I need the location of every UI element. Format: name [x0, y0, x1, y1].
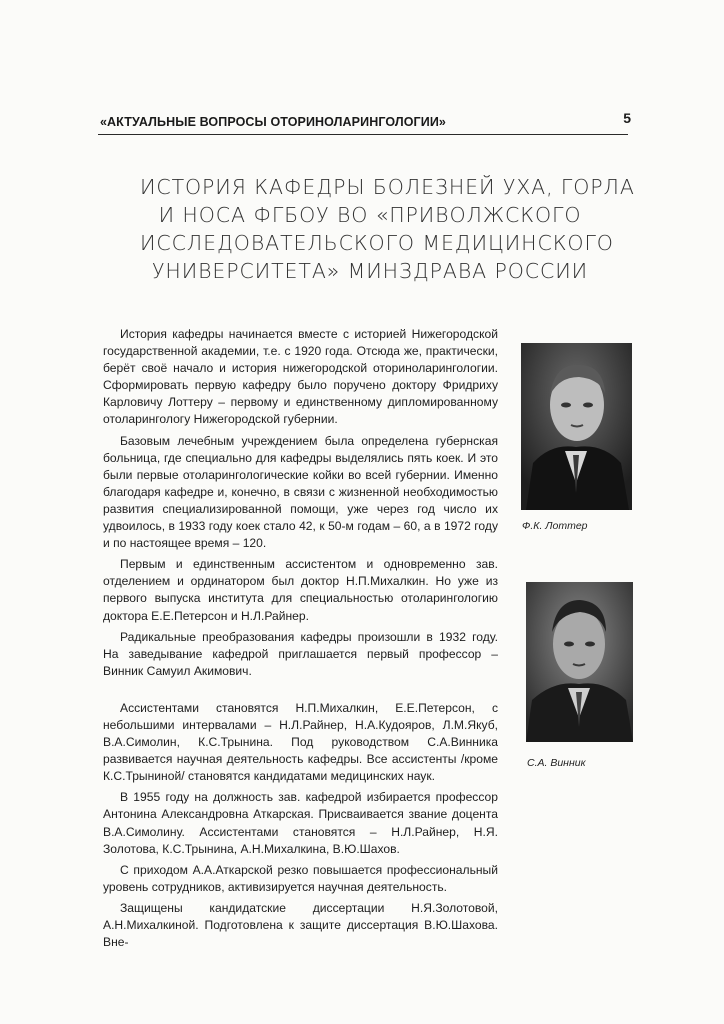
body-paragraph: Первым и единственным ассистентом и одновременно зав. отделением и ординатором был доктор Н.П.Михалкин. Но уже из первого выпуска института для специальностью отоларингологию доктора Е.Е.Петерсон и Н.Л.Райнер.: [103, 557, 498, 623]
page-number: 5: [623, 110, 631, 126]
body-paragraph: История кафедры начинается вместе с историей Нижегородской государственной академии, т.е. с 1920 года. Отсюда же, практически, берёт своё начало и история нижегородской оториноларингологии. Сформировать первую кафедру было поручено доктору Фридриху Карловичу Лоттеру – первому и единственному дипломированному отоларингологу Нижегородской губернии.: [103, 327, 498, 427]
body-paragraph: Ассистентами становятся Н.П.Михалкин, Е.Е.Петерсон, с небольшими интервалами – Н.Л.Райнер, Н.А.Кудояров, Л.М.Якуб, В.А.Симолин, К.С.Трынина. Под руководством С.А.Винника развивается научная деятельность кафедры. Все ассистенты /кроме К.С.Трыниной/ становятся кандидатами медицинских наук.: [103, 700, 498, 784]
portrait-photo-lotter: [521, 343, 632, 510]
body-paragraph: Базовым лечебным учреждением была определена губернская больница, где специально для кафедры выделялись пять коек. И это были первые отоларингологические койки во всей губернии. Именно благодаря кафедре и, конечно, в связи с жизненной необходимостью развития специализированной помощи, уже через год число их удвоилось, в 1933 году коек стало 42, к 50-м годам – 60, а в 1972 году и по настоящее время – 120.: [103, 433, 498, 551]
body-paragraph: Защищены кандидатские диссертации Н.Я.Золотовой, А.Н.Михалкиной. Подготовлена к защите диссертация В.Ю.Шахова. Вне-: [103, 900, 498, 950]
title-line: ИСТОРИЯ КАФЕДРЫ БОЛЕЗНЕЙ УХА, ГОРЛА: [140, 175, 635, 199]
body-paragraph: В 1955 году на должность зав. кафедрой избирается профессор Антонина Александровна Аткарская. Присваивается звание доцента В.А.Симолину. Ассистентами становятся – Н.Л.Райнер, Н.Я. Золотова, К.С.Трынина, А.Н.Михалкина, В.Ю.Шахов.: [103, 790, 498, 856]
article-title: [140, 173, 635, 285]
body-paragraph: Радикальные преобразования кафедры произошли в 1932 году. На заведывание кафедрой приглашается первый профессор – Винник Самуил Акимович.: [103, 629, 498, 678]
title-line: УНИВЕРСИТЕТА» МИНЗДРАВА РОССИИ: [152, 259, 588, 283]
portrait-photo-vinnik: [526, 582, 633, 742]
title-line: ИССЛЕДОВАТЕЛЬСКОГО МЕДИЦИНСКОГО: [140, 231, 614, 255]
article-body: [103, 326, 498, 955]
title-line: И НОСА ФГБОУ ВО «ПРИВОЛЖСКОГО: [158, 203, 582, 227]
photo-caption: С.А. Винник: [527, 757, 586, 769]
photo-caption: Ф.К. Лоттер: [522, 520, 588, 532]
running-header-title: «АКТУАЛЬНЫЕ ВОПРОСЫ ОТОРИНОЛАРИНГОЛОГИИ»: [100, 115, 446, 129]
body-paragraph: С приходом А.А.Аткарской резко повышается профессиональный уровень сотрудников, активизируется научная деятельность.: [103, 862, 498, 894]
header-rule: [98, 134, 628, 135]
